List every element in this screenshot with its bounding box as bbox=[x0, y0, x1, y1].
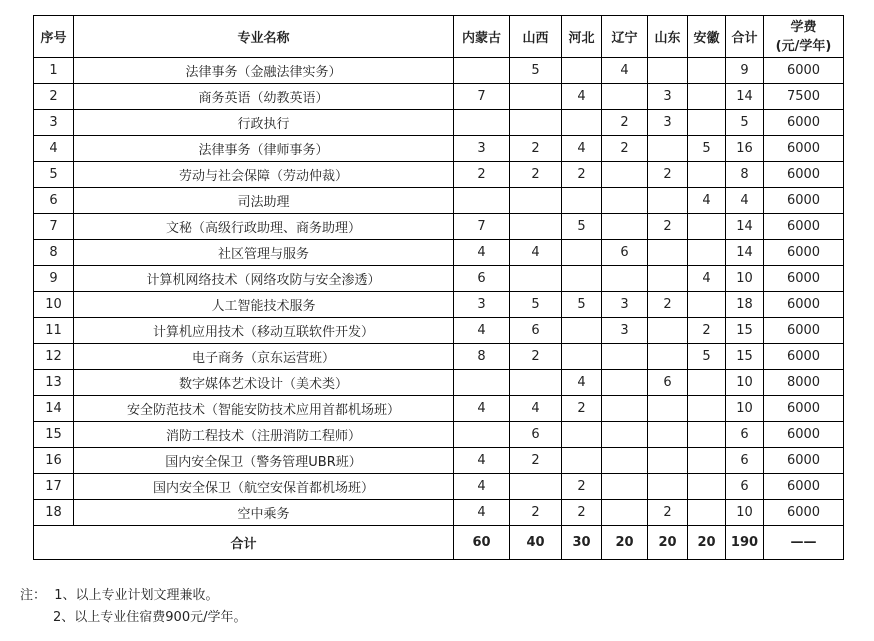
cell-total: 10 bbox=[726, 396, 764, 422]
cell-count-liaoning bbox=[602, 188, 648, 214]
cell-total: 15 bbox=[726, 318, 764, 344]
cell-major: 计算机网络技术（网络攻防与安全渗透） bbox=[74, 266, 454, 292]
table-row bbox=[34, 396, 844, 422]
cell-count-inner-mongolia: 2 bbox=[454, 162, 510, 188]
cell-count-hebei: 5 bbox=[562, 214, 602, 240]
cell-count-liaoning bbox=[602, 344, 648, 370]
footer-fee: —— bbox=[764, 526, 844, 560]
cell-count-hebei bbox=[562, 448, 602, 474]
cell-count-shanxi: 5 bbox=[510, 58, 562, 84]
cell-count-hebei: 4 bbox=[562, 84, 602, 110]
cell-count-shandong bbox=[648, 344, 688, 370]
cell-count-inner-mongolia bbox=[454, 422, 510, 448]
cell-count-anhui bbox=[688, 474, 726, 500]
cell-count-hebei: 2 bbox=[562, 474, 602, 500]
cell-count-shandong bbox=[648, 266, 688, 292]
cell-count-shandong: 2 bbox=[648, 214, 688, 240]
cell-fee: 6000 bbox=[764, 136, 844, 162]
cell-count-anhui bbox=[688, 448, 726, 474]
cell-count-inner-mongolia: 7 bbox=[454, 214, 510, 240]
cell-count-liaoning bbox=[602, 214, 648, 240]
table-row bbox=[34, 58, 844, 84]
note-line-2: 2、以上专业住宿费900元/学年。 bbox=[53, 610, 247, 625]
cell-index: 16 bbox=[34, 448, 74, 474]
cell-count-inner-mongolia: 8 bbox=[454, 344, 510, 370]
header-fee bbox=[764, 16, 844, 58]
cell-major: 国内安全保卫（航空安保首都机场班） bbox=[74, 474, 454, 500]
cell-total: 14 bbox=[726, 240, 764, 266]
cell-index: 9 bbox=[34, 266, 74, 292]
cell-index: 4 bbox=[34, 136, 74, 162]
cell-count-inner-mongolia: 6 bbox=[454, 266, 510, 292]
cell-count-inner-mongolia: 4 bbox=[454, 448, 510, 474]
cell-fee: 6000 bbox=[764, 188, 844, 214]
cell-count-inner-mongolia: 7 bbox=[454, 84, 510, 110]
table-row bbox=[34, 500, 844, 526]
cell-count-shanxi: 6 bbox=[510, 422, 562, 448]
cell-index: 17 bbox=[34, 474, 74, 500]
cell-major: 社区管理与服务 bbox=[74, 240, 454, 266]
cell-count-liaoning bbox=[602, 474, 648, 500]
cell-index: 10 bbox=[34, 292, 74, 318]
cell-fee: 6000 bbox=[764, 240, 844, 266]
cell-index: 6 bbox=[34, 188, 74, 214]
cell-count-liaoning: 6 bbox=[602, 240, 648, 266]
cell-total: 18 bbox=[726, 292, 764, 318]
header-total: 合计 bbox=[726, 16, 764, 58]
cell-count-inner-mongolia bbox=[454, 58, 510, 84]
footer-label: 合计 bbox=[34, 526, 454, 560]
cell-count-liaoning bbox=[602, 500, 648, 526]
cell-count-hebei: 2 bbox=[562, 500, 602, 526]
header-region-shandong: 山东 bbox=[648, 16, 688, 58]
cell-count-liaoning: 4 bbox=[602, 58, 648, 84]
cell-major: 司法助理 bbox=[74, 188, 454, 214]
cell-fee: 6000 bbox=[764, 474, 844, 500]
cell-major: 计算机应用技术（移动互联软件开发） bbox=[74, 318, 454, 344]
cell-total: 10 bbox=[726, 500, 764, 526]
cell-count-hebei bbox=[562, 188, 602, 214]
cell-count-inner-mongolia: 3 bbox=[454, 292, 510, 318]
cell-major: 电子商务（京东运营班） bbox=[74, 344, 454, 370]
cell-count-anhui bbox=[688, 84, 726, 110]
cell-count-liaoning bbox=[602, 422, 648, 448]
cell-fee: 6000 bbox=[764, 214, 844, 240]
table-row bbox=[34, 214, 844, 240]
footer-count-shanxi: 40 bbox=[510, 526, 562, 560]
cell-count-hebei bbox=[562, 422, 602, 448]
cell-total: 6 bbox=[726, 422, 764, 448]
footer-count-inner-mongolia: 60 bbox=[454, 526, 510, 560]
cell-count-hebei: 2 bbox=[562, 396, 602, 422]
header-major: 专业名称 bbox=[74, 16, 454, 58]
table-row bbox=[34, 84, 844, 110]
cell-total: 16 bbox=[726, 136, 764, 162]
cell-total: 9 bbox=[726, 58, 764, 84]
cell-major: 文秘（高级行政助理、商务助理） bbox=[74, 214, 454, 240]
cell-fee: 6000 bbox=[764, 318, 844, 344]
footer-count-anhui: 20 bbox=[688, 526, 726, 560]
table-row bbox=[34, 240, 844, 266]
cell-count-shanxi bbox=[510, 266, 562, 292]
header-region-shanxi: 山西 bbox=[510, 16, 562, 58]
cell-count-anhui bbox=[688, 110, 726, 136]
cell-total: 8 bbox=[726, 162, 764, 188]
cell-count-hebei bbox=[562, 266, 602, 292]
cell-count-anhui bbox=[688, 422, 726, 448]
cell-count-hebei bbox=[562, 110, 602, 136]
cell-count-liaoning bbox=[602, 396, 648, 422]
cell-count-inner-mongolia: 3 bbox=[454, 136, 510, 162]
cell-count-anhui bbox=[688, 292, 726, 318]
cell-total: 10 bbox=[726, 370, 764, 396]
cell-total: 14 bbox=[726, 84, 764, 110]
cell-count-shanxi: 2 bbox=[510, 162, 562, 188]
cell-count-anhui: 4 bbox=[688, 266, 726, 292]
cell-count-shandong: 6 bbox=[648, 370, 688, 396]
cell-count-anhui bbox=[688, 58, 726, 84]
cell-major: 国内安全保卫（警务管理UBR班） bbox=[74, 448, 454, 474]
cell-count-anhui bbox=[688, 162, 726, 188]
cell-count-inner-mongolia: 4 bbox=[454, 318, 510, 344]
table-row bbox=[34, 110, 844, 136]
cell-count-shandong: 2 bbox=[648, 162, 688, 188]
cell-total: 5 bbox=[726, 110, 764, 136]
cell-count-anhui: 5 bbox=[688, 136, 726, 162]
header-region-anhui: 安徽 bbox=[688, 16, 726, 58]
cell-major: 法律事务（律师事务） bbox=[74, 136, 454, 162]
cell-count-anhui: 5 bbox=[688, 344, 726, 370]
cell-count-shanxi: 6 bbox=[510, 318, 562, 344]
cell-total: 6 bbox=[726, 474, 764, 500]
cell-count-shanxi: 2 bbox=[510, 344, 562, 370]
cell-total: 14 bbox=[726, 214, 764, 240]
cell-count-hebei: 4 bbox=[562, 370, 602, 396]
cell-count-inner-mongolia: 4 bbox=[454, 396, 510, 422]
cell-total: 10 bbox=[726, 266, 764, 292]
cell-count-shanxi bbox=[510, 84, 562, 110]
table-row bbox=[34, 162, 844, 188]
header-fee-line1: 学费 bbox=[790, 19, 817, 35]
cell-fee: 6000 bbox=[764, 448, 844, 474]
cell-total: 6 bbox=[726, 448, 764, 474]
cell-count-shanxi bbox=[510, 370, 562, 396]
admission-plan-container bbox=[33, 15, 844, 560]
note-line-1: 注： 1、以上专业计划文理兼收。 bbox=[20, 588, 219, 603]
cell-count-shanxi bbox=[510, 188, 562, 214]
header-region-inner-mongolia: 内蒙古 bbox=[454, 16, 510, 58]
cell-index: 18 bbox=[34, 500, 74, 526]
cell-count-liaoning bbox=[602, 448, 648, 474]
cell-count-inner-mongolia bbox=[454, 188, 510, 214]
header-region-hebei: 河北 bbox=[562, 16, 602, 58]
cell-count-shandong bbox=[648, 188, 688, 214]
cell-count-shandong: 2 bbox=[648, 292, 688, 318]
cell-count-shandong bbox=[648, 240, 688, 266]
cell-fee: 6000 bbox=[764, 422, 844, 448]
cell-count-shanxi bbox=[510, 474, 562, 500]
cell-count-shanxi: 2 bbox=[510, 136, 562, 162]
table-row bbox=[34, 448, 844, 474]
cell-count-shanxi bbox=[510, 214, 562, 240]
cell-count-shandong: 3 bbox=[648, 110, 688, 136]
cell-major: 消防工程技术（注册消防工程师） bbox=[74, 422, 454, 448]
cell-index: 5 bbox=[34, 162, 74, 188]
cell-major: 商务英语（幼教英语） bbox=[74, 84, 454, 110]
header-index: 序号 bbox=[34, 16, 74, 58]
notes bbox=[20, 585, 246, 629]
cell-fee: 6000 bbox=[764, 266, 844, 292]
footer-grand-total: 190 bbox=[726, 526, 764, 560]
cell-count-hebei bbox=[562, 58, 602, 84]
cell-count-inner-mongolia bbox=[454, 370, 510, 396]
cell-count-liaoning: 3 bbox=[602, 318, 648, 344]
table-body bbox=[34, 58, 844, 526]
cell-count-shandong bbox=[648, 474, 688, 500]
table-row bbox=[34, 188, 844, 214]
cell-major: 行政执行 bbox=[74, 110, 454, 136]
cell-count-liaoning: 2 bbox=[602, 110, 648, 136]
cell-count-anhui: 2 bbox=[688, 318, 726, 344]
cell-index: 2 bbox=[34, 84, 74, 110]
cell-count-shanxi: 2 bbox=[510, 500, 562, 526]
cell-major: 劳动与社会保障（劳动仲裁） bbox=[74, 162, 454, 188]
table-row bbox=[34, 292, 844, 318]
cell-fee: 6000 bbox=[764, 344, 844, 370]
cell-count-shandong bbox=[648, 448, 688, 474]
cell-index: 12 bbox=[34, 344, 74, 370]
header-row bbox=[34, 16, 844, 58]
cell-count-shandong bbox=[648, 58, 688, 84]
cell-count-anhui bbox=[688, 396, 726, 422]
cell-fee: 6000 bbox=[764, 396, 844, 422]
table-row bbox=[34, 318, 844, 344]
cell-count-liaoning bbox=[602, 370, 648, 396]
cell-count-shanxi: 4 bbox=[510, 396, 562, 422]
admission-plan-table bbox=[33, 15, 844, 560]
cell-fee: 7500 bbox=[764, 84, 844, 110]
footer-count-shandong: 20 bbox=[648, 526, 688, 560]
cell-major: 数字媒体艺术设计（美术类） bbox=[74, 370, 454, 396]
cell-index: 7 bbox=[34, 214, 74, 240]
table-row bbox=[34, 136, 844, 162]
cell-total: 15 bbox=[726, 344, 764, 370]
cell-fee: 6000 bbox=[764, 500, 844, 526]
cell-count-shandong: 3 bbox=[648, 84, 688, 110]
cell-index: 15 bbox=[34, 422, 74, 448]
cell-count-anhui bbox=[688, 240, 726, 266]
cell-index: 8 bbox=[34, 240, 74, 266]
cell-index: 3 bbox=[34, 110, 74, 136]
cell-count-anhui bbox=[688, 370, 726, 396]
cell-major: 安全防范技术（智能安防技术应用首都机场班） bbox=[74, 396, 454, 422]
cell-count-shanxi: 4 bbox=[510, 240, 562, 266]
cell-count-hebei: 2 bbox=[562, 162, 602, 188]
cell-fee: 6000 bbox=[764, 162, 844, 188]
cell-count-shandong bbox=[648, 318, 688, 344]
header-fee-line2: (元/学年) bbox=[775, 38, 832, 54]
cell-count-shanxi: 2 bbox=[510, 448, 562, 474]
cell-count-inner-mongolia: 4 bbox=[454, 240, 510, 266]
cell-fee: 6000 bbox=[764, 292, 844, 318]
cell-count-inner-mongolia: 4 bbox=[454, 474, 510, 500]
cell-count-liaoning bbox=[602, 266, 648, 292]
cell-count-shandong bbox=[648, 422, 688, 448]
cell-total: 4 bbox=[726, 188, 764, 214]
cell-index: 1 bbox=[34, 58, 74, 84]
cell-index: 14 bbox=[34, 396, 74, 422]
table-row bbox=[34, 474, 844, 500]
cell-count-liaoning: 3 bbox=[602, 292, 648, 318]
cell-count-inner-mongolia bbox=[454, 110, 510, 136]
cell-count-hebei bbox=[562, 318, 602, 344]
cell-count-shandong bbox=[648, 136, 688, 162]
footer-count-liaoning: 20 bbox=[602, 526, 648, 560]
cell-count-shanxi: 5 bbox=[510, 292, 562, 318]
cell-fee: 8000 bbox=[764, 370, 844, 396]
table-row bbox=[34, 344, 844, 370]
table-row bbox=[34, 370, 844, 396]
cell-index: 11 bbox=[34, 318, 74, 344]
footer-total-row bbox=[34, 526, 844, 560]
cell-index: 13 bbox=[34, 370, 74, 396]
cell-count-liaoning bbox=[602, 162, 648, 188]
cell-fee: 6000 bbox=[764, 110, 844, 136]
header-region-liaoning: 辽宁 bbox=[602, 16, 648, 58]
cell-fee: 6000 bbox=[764, 58, 844, 84]
cell-major: 法律事务（金融法律实务） bbox=[74, 58, 454, 84]
table-row bbox=[34, 422, 844, 448]
cell-count-shandong bbox=[648, 396, 688, 422]
cell-count-anhui: 4 bbox=[688, 188, 726, 214]
cell-count-liaoning bbox=[602, 84, 648, 110]
cell-count-anhui bbox=[688, 214, 726, 240]
cell-count-shanxi bbox=[510, 110, 562, 136]
cell-count-hebei: 4 bbox=[562, 136, 602, 162]
cell-major: 空中乘务 bbox=[74, 500, 454, 526]
cell-count-shandong: 2 bbox=[648, 500, 688, 526]
cell-count-hebei bbox=[562, 344, 602, 370]
cell-count-hebei bbox=[562, 240, 602, 266]
table-row bbox=[34, 266, 844, 292]
cell-major: 人工智能技术服务 bbox=[74, 292, 454, 318]
cell-count-liaoning: 2 bbox=[602, 136, 648, 162]
cell-count-anhui bbox=[688, 500, 726, 526]
footer-count-hebei: 30 bbox=[562, 526, 602, 560]
cell-count-inner-mongolia: 4 bbox=[454, 500, 510, 526]
cell-count-hebei: 5 bbox=[562, 292, 602, 318]
